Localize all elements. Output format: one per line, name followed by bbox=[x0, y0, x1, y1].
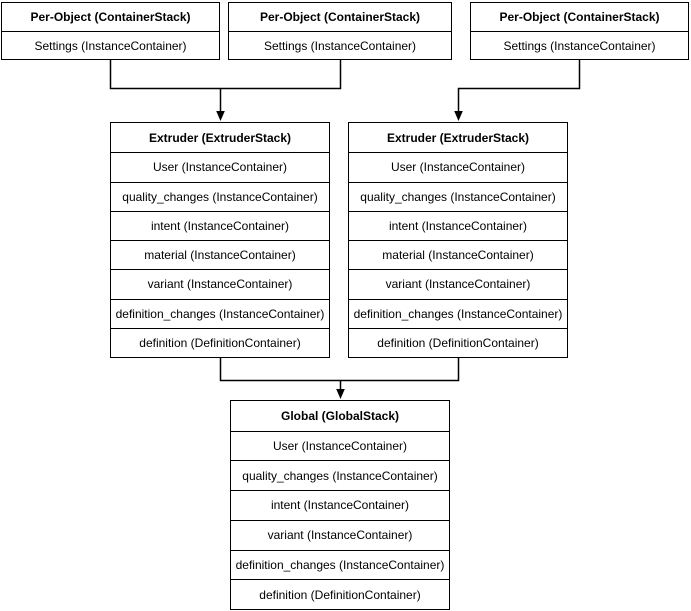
stack-row: intent (InstanceContainer) bbox=[231, 490, 449, 520]
stack-row: User (InstanceContainer) bbox=[349, 152, 567, 181]
extruder-stack-left bbox=[110, 122, 330, 358]
connector-per-object-3-to-extruder-right bbox=[454, 59, 579, 121]
stack-row: intent (InstanceContainer) bbox=[349, 211, 567, 240]
stack-title: Extruder (ExtruderStack) bbox=[386, 130, 530, 145]
stack-row: quality_changes (InstanceContainer) bbox=[111, 182, 329, 211]
connector-extruders-to-global bbox=[221, 357, 459, 399]
per-object-stack-3 bbox=[470, 2, 689, 60]
stack-row: intent (InstanceContainer) bbox=[111, 211, 329, 240]
stack-row: Settings (InstanceContainer) bbox=[229, 31, 451, 59]
global-stack bbox=[230, 400, 450, 610]
stack-row: User (InstanceContainer) bbox=[231, 431, 449, 461]
stack-row: material (InstanceContainer) bbox=[111, 240, 329, 269]
stack-title: Extruder (ExtruderStack) bbox=[148, 130, 292, 145]
per-object-stack-1 bbox=[1, 2, 220, 60]
stack-row: variant (InstanceContainer) bbox=[111, 269, 329, 298]
stack-title: Global (GlobalStack) bbox=[280, 408, 400, 423]
stack-row: Settings (InstanceContainer) bbox=[471, 31, 688, 59]
stack-row: definition (DefinitionContainer) bbox=[111, 328, 329, 357]
stack-row: definition_changes (InstanceContainer) bbox=[231, 550, 449, 580]
stack-row: Settings (InstanceContainer) bbox=[2, 31, 219, 59]
stack-row: variant (InstanceContainer) bbox=[231, 520, 449, 550]
stack-row: definition_changes (InstanceContainer) bbox=[349, 299, 567, 328]
stack-row: quality_changes (InstanceContainer) bbox=[231, 460, 449, 490]
connector-per-object-1-2-to-extruder-left bbox=[111, 59, 341, 121]
stack-row: User (InstanceContainer) bbox=[111, 152, 329, 181]
stack-row: definition_changes (InstanceContainer) bbox=[111, 299, 329, 328]
stack-row: quality_changes (InstanceContainer) bbox=[349, 182, 567, 211]
stack-title: Per-Object (ContainerStack) bbox=[259, 10, 421, 24]
extruder-stack-right bbox=[348, 122, 568, 358]
stack-row: definition (DefinitionContainer) bbox=[231, 579, 449, 609]
stack-row: definition (DefinitionContainer) bbox=[349, 328, 567, 357]
stack-title: Per-Object (ContainerStack) bbox=[30, 10, 191, 24]
stack-row: variant (InstanceContainer) bbox=[349, 269, 567, 298]
stack-title: Per-Object (ContainerStack) bbox=[499, 10, 660, 24]
stack-row: material (InstanceContainer) bbox=[349, 240, 567, 269]
per-object-stack-2 bbox=[228, 2, 452, 60]
